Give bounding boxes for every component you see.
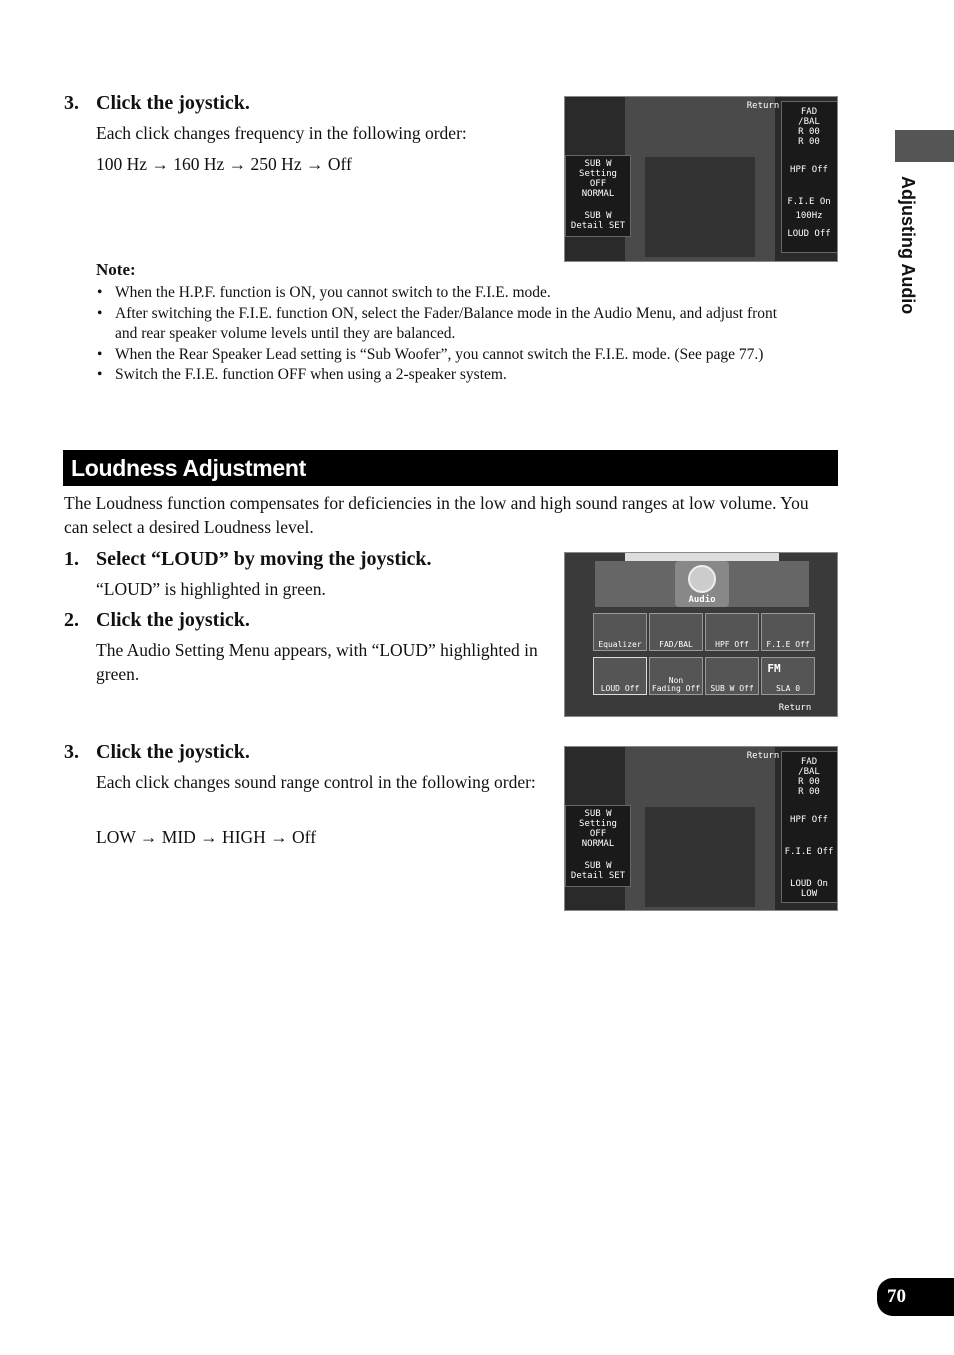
fad-bal-label: FAD /BAL R 00 R 00 xyxy=(798,757,820,797)
screenshot-audio-menu xyxy=(564,552,838,717)
note-item: • After switching the F.I.E. function ON, select the Fader/Balance mode in the Audio Menu, and adjust front and rear speaker volume levels until they are balanced. xyxy=(96,304,786,345)
note-item: • When the Rear Speaker Lead setting is “Sub Woofer”, you cannot switch the F.I.E. mode. (See page 77.) xyxy=(96,345,786,366)
step-1-title xyxy=(64,548,432,571)
step-number: 2. xyxy=(64,609,79,631)
step-title-text: Click the joystick. xyxy=(96,609,250,631)
tile-loud: LOUD Off xyxy=(593,657,647,695)
tile-fie: F.I.E Off xyxy=(761,613,815,651)
screenshot-fie-on xyxy=(564,96,838,262)
return-label: Return xyxy=(778,703,812,713)
subw-detail-label: SUB W Detail SET xyxy=(570,211,626,231)
step-3-loud-desc: Each click changes sound range control in the following order: xyxy=(96,772,536,792)
loudness-order: LOW → MID → HIGH → Off xyxy=(96,827,317,847)
step-number: 3. xyxy=(64,92,79,114)
subw-setting-label: SUB W Setting OFF NORMAL xyxy=(579,809,617,849)
note-item: • Switch the F.I.E. function OFF when using a 2-speaker system. xyxy=(96,365,786,386)
loud-label: LOUD Off xyxy=(787,229,831,239)
note-item: • When the H.P.F. function is ON, you cannot switch to the F.I.E. mode. xyxy=(96,283,786,304)
fad-bal-label: FAD /BAL R 00 R 00 xyxy=(798,107,820,147)
note-list xyxy=(96,283,786,386)
step-number: 3. xyxy=(64,741,79,763)
speaker-cone-icon xyxy=(688,565,716,593)
side-tab-marker xyxy=(895,130,954,162)
step-2-title xyxy=(64,609,250,632)
audio-label: Audio xyxy=(688,595,716,605)
step-number: 1. xyxy=(64,548,79,570)
step-title-text: Click the joystick. xyxy=(96,92,250,114)
step-title-text: Select “LOUD” by moving the joystick. xyxy=(96,548,432,570)
step-3-desc: Each click changes frequency in the following order: xyxy=(96,123,467,143)
section-intro: The Loudness function compensates for deficiencies in the low and high sound ranges at low volume. You can select a desired Loudness level. xyxy=(64,493,809,537)
loud-label: LOUD On LOW xyxy=(790,879,828,899)
step-3-title xyxy=(64,92,250,115)
car-seats-image xyxy=(645,157,755,257)
return-label: Return xyxy=(746,751,780,761)
chapter-side-label: Adjusting Audio xyxy=(898,176,918,315)
tile-hpf: HPF Off xyxy=(705,613,759,651)
tile-subw: SUB W Off xyxy=(705,657,759,695)
freq-label: 100Hz xyxy=(795,211,823,221)
tile-fad-bal: FAD/BAL xyxy=(649,613,703,651)
fm-label: FM xyxy=(767,662,781,675)
subw-detail-label: SUB W Detail SET xyxy=(570,861,626,881)
step-1-desc: “LOUD” is highlighted in green. xyxy=(96,579,326,599)
fie-label: F.I.E Off xyxy=(784,847,834,857)
section-title: Loudness Adjustment xyxy=(63,450,838,486)
fie-label: F.I.E On xyxy=(787,197,831,207)
tile-sla: FM SLA 0 xyxy=(761,657,815,695)
step-3-loud-title xyxy=(64,741,250,764)
frequency-order: 100 Hz → 160 Hz → 250 Hz → Off xyxy=(96,154,352,174)
note-heading: Note: xyxy=(96,260,136,279)
tile-equalizer: Equalizer xyxy=(593,613,647,651)
step-title-text: Click the joystick. xyxy=(96,741,250,763)
screenshot-loud-on xyxy=(564,746,838,911)
subw-setting-label: SUB W Setting OFF NORMAL xyxy=(579,159,617,199)
speaker-icon xyxy=(675,561,729,607)
hpf-label: HPF Off xyxy=(790,815,828,825)
tile-non-fading: Non Fading Off xyxy=(649,657,703,695)
step-2-desc: The Audio Setting Menu appears, with “LOUD” highlighted in green. xyxy=(96,640,538,684)
hpf-label: HPF Off xyxy=(790,165,828,175)
car-seats-image xyxy=(645,807,755,907)
top-frame xyxy=(625,553,779,561)
return-label: Return xyxy=(746,101,780,111)
page-number: 70 xyxy=(877,1278,954,1316)
